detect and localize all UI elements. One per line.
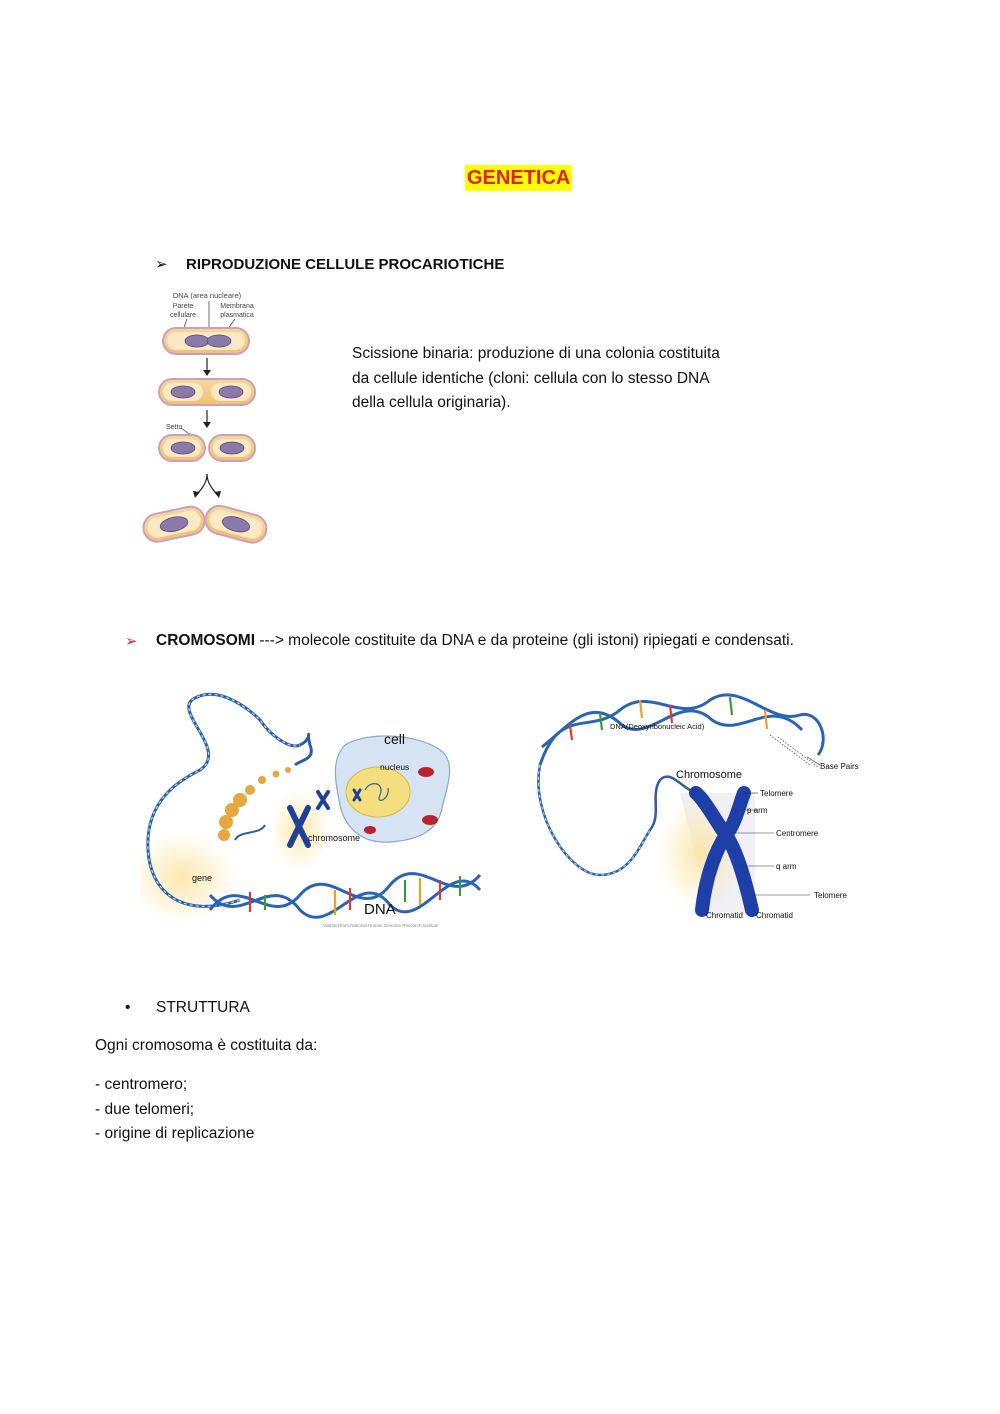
page-title: GENETICA	[467, 167, 571, 189]
cromosomi-text: ---> molecole costituite da DNA e da proteine (gli istoni) ripiegati e condensati.	[255, 632, 794, 649]
chromosome-structure-figure	[530, 685, 865, 930]
list-item: - centromero;	[95, 1076, 188, 1093]
section-heading-struttura: STRUTTURA	[156, 999, 250, 1016]
list-item: - origine di replicazione	[95, 1125, 255, 1142]
cromosomi-line	[156, 632, 794, 650]
label-membrana-2: plasmatica	[220, 312, 254, 319]
bullet-icon: •	[125, 999, 131, 1016]
struttura-intro: Ogni cromosoma è costituita da:	[95, 1037, 318, 1054]
binary-fission-figure	[135, 288, 275, 548]
chromosome-cell-figure	[140, 690, 485, 935]
label-membrana-1: Membrana	[220, 303, 254, 310]
cromosomi-heading: CROMOSOMI	[156, 632, 256, 649]
label-parete-2: cellulare	[169, 312, 197, 319]
label-chromosome: chromosome	[308, 833, 361, 843]
label-telomere-top: Telomere	[760, 789, 793, 798]
label-chromosome-title: Chromosome	[676, 769, 743, 781]
label-dna-area: DNA (area nucleare)	[172, 291, 242, 300]
list-item: - due telomeri;	[95, 1100, 195, 1118]
section-marker-icon: ➢	[155, 256, 168, 273]
label-chromatid-2: Chromatid	[756, 911, 793, 920]
paragraph-scissione	[352, 342, 720, 416]
label-nucleus: nucleus	[380, 762, 410, 772]
label-p-arm: p arm	[747, 806, 768, 815]
section-heading-riproduzione: RIPRODUZIONE CELLULE PROCARIOTICHE	[186, 256, 505, 273]
label-centromere: Centromere	[776, 829, 819, 838]
label-dna-deoxy: DNA(Deoxyribonucleic Acid)	[610, 722, 705, 731]
label-cell: cell	[384, 731, 406, 747]
label-telomere-bottom: Telomere	[814, 891, 847, 900]
paragraph-line: Scissione binaria: produzione di una colonia costituita	[352, 345, 720, 362]
label-chromatid-1: Chromatid	[706, 911, 743, 920]
struttura-list	[95, 1073, 254, 1147]
paragraph-line: da cellule identiche (cloni: cellula con lo stesso DNA	[352, 369, 710, 387]
label-dna: DNA	[364, 901, 396, 918]
figure-credit: Adapted from National Human Genome Research Institute	[322, 923, 439, 928]
label-q-arm: q arm	[776, 862, 797, 871]
label-parete-1: Parete	[172, 303, 194, 310]
paragraph-line: della cellula originaria).	[352, 394, 511, 411]
section-marker-red-icon: ➢	[125, 633, 138, 650]
label-gene: gene	[192, 873, 213, 883]
label-setto: Setto	[166, 424, 183, 431]
label-base-pairs: Base Pairs	[820, 762, 859, 771]
